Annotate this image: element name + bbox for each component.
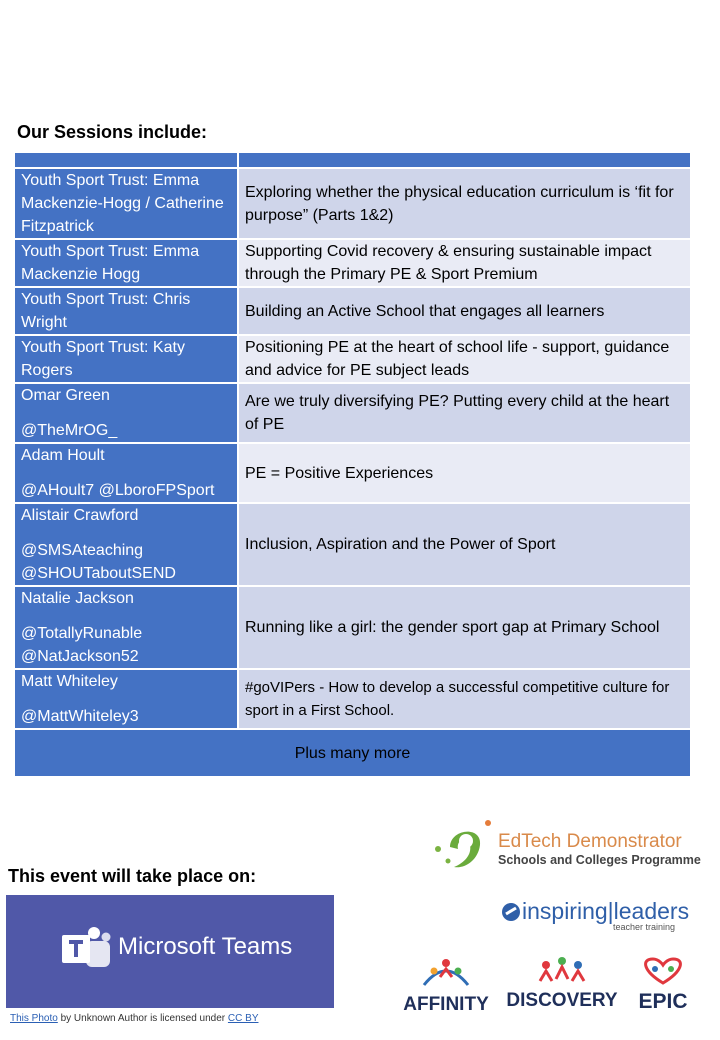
speaker-cell: Youth Sport Trust: Emma Mackenzie Hogg	[14, 239, 238, 287]
edtech-subtitle: Schools and Colleges Programme	[498, 853, 701, 867]
speaker-handle: @AHoult7 @LboroFPSport	[21, 482, 215, 499]
edtech-swirl-icon	[430, 817, 494, 875]
session-title: Supporting Covid recovery & ensuring sustainable impact through the Primary PE & Sport Premium	[238, 239, 691, 287]
epic-name: EPIC	[638, 990, 688, 1013]
session-title: Inclusion, Aspiration and the Power of Sport	[238, 503, 691, 586]
plus-more-row	[14, 729, 691, 777]
speaker-handle: @TheMrOG_	[21, 422, 118, 439]
table-row	[14, 168, 691, 239]
table-row	[14, 586, 691, 669]
discovery-logo	[506, 955, 618, 1012]
discovery-name: DISCOVERY	[506, 990, 618, 1011]
session-title: Building an Active School that engages all learners	[238, 287, 691, 335]
inspiring-leaders-icon	[500, 900, 522, 926]
table-row	[14, 443, 691, 503]
speaker-cell: Adam Hoult @AHoult7 @LboroFPSport	[14, 443, 238, 503]
affinity-people-icon	[416, 955, 476, 989]
session-title: PE = Positive Experiences	[238, 443, 691, 503]
epic-heart-icon	[633, 955, 693, 985]
table-row	[14, 383, 691, 443]
speaker-cell: Youth Sport Trust: Emma Mackenzie-Hogg / Catherine Fitzpatrick	[14, 168, 238, 239]
microsoft-teams-banner	[6, 895, 334, 1008]
speaker-cell: Matt Whiteley @MattWhiteley3	[14, 669, 238, 729]
epic-logo	[628, 955, 698, 1014]
speaker-cell: Alistair Crawford @SMSAteaching @SHOUTaboutSEND	[14, 503, 238, 586]
table-header-row	[14, 152, 691, 168]
table-row	[14, 239, 691, 287]
session-title: Running like a girl: the gender sport gap at Primary School	[238, 586, 691, 669]
inspiring-leaders-name: inspiring|leaders	[522, 898, 690, 924]
edtech-demonstrator-logo	[430, 817, 715, 875]
microsoft-teams-icon	[60, 925, 112, 975]
session-title: Exploring whether the physical education curriculum is ‘fit for purpose” (Parts 1&2)	[238, 168, 691, 239]
photo-credit	[10, 1013, 258, 1024]
speaker-handle: @SMSAteaching @SHOUTaboutSEND	[21, 542, 176, 582]
table-row	[14, 335, 691, 383]
discovery-people-icon	[532, 955, 592, 985]
sessions-table	[13, 151, 692, 778]
speaker-handle: @TotallyRunable @NatJackson52	[21, 625, 143, 665]
session-title: Positioning PE at the heart of school life - support, guidance and advice for PE subject leads	[238, 335, 691, 383]
edtech-title: EdTech Demonstrator	[498, 831, 682, 852]
session-title: #goVIPers - How to develop a successful competitive culture for sport in a First School.	[238, 669, 691, 729]
speaker-cell: Youth Sport Trust: Chris Wright	[14, 287, 238, 335]
session-title: Are we truly diversifying PE? Putting every child at the heart of PE	[238, 383, 691, 443]
affinity-name: AFFINITY	[403, 994, 489, 1015]
plus-more-label: Plus many more	[14, 729, 691, 777]
table-row	[14, 287, 691, 335]
inspiring-leaders-tagline: teacher training	[613, 922, 676, 932]
table-row	[14, 503, 691, 586]
speaker-cell: Youth Sport Trust: Katy Rogers	[14, 335, 238, 383]
event-location-label: This event will take place on:	[8, 866, 257, 886]
photo-link[interactable]: This Photo	[10, 1013, 58, 1024]
photo-credit-text: by Unknown Author is licensed under	[57, 1013, 228, 1024]
speaker-cell: Natalie Jackson @TotallyRunable @NatJackson52	[14, 586, 238, 669]
speaker-handle: @MattWhiteley3	[21, 708, 139, 725]
affinity-logo	[398, 955, 494, 1016]
table-row	[14, 669, 691, 729]
microsoft-teams-label: Microsoft Teams	[118, 933, 293, 960]
inspiring-leaders-logo	[500, 898, 700, 934]
page-heading: Our Sessions include:	[17, 122, 208, 142]
license-link[interactable]: CC BY	[227, 1013, 259, 1024]
speaker-cell: Omar Green @TheMrOG_	[14, 383, 238, 443]
